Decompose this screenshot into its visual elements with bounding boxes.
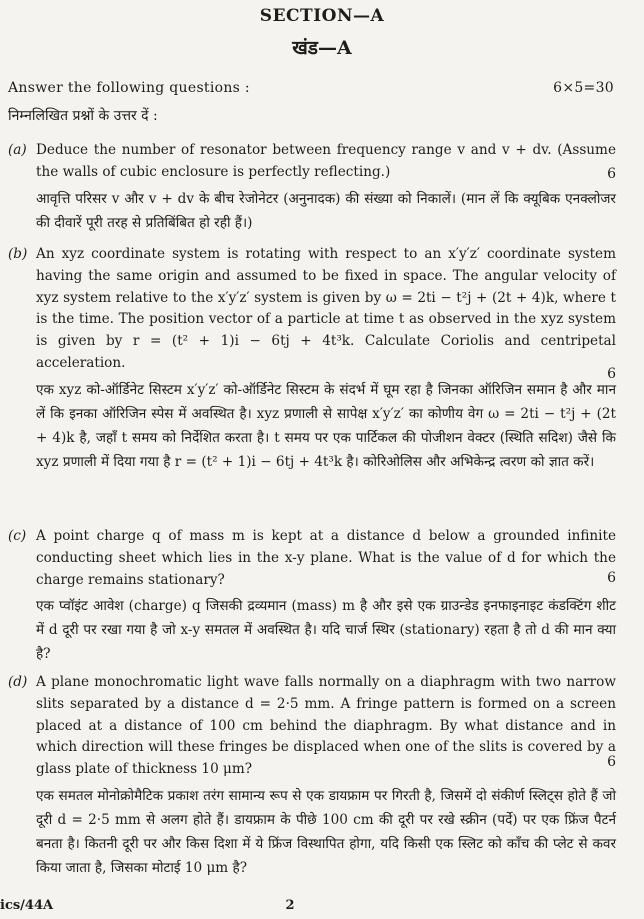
section-title-hindi: खंड—A	[292, 37, 352, 59]
question-a	[8, 140, 616, 235]
question-label: (d)	[8, 674, 28, 690]
question-text: A point charge q of mass m is kept at a distance d below a grounded infinite conducting sheet which lies in the x-y plane. What is the value of d for which the charge remains stationary?	[36, 528, 616, 588]
instructions-text: Answer the following questions :	[8, 80, 250, 96]
question-marks: 6	[607, 166, 616, 182]
question-c	[8, 526, 616, 666]
question-b	[8, 244, 616, 474]
question-marks: 6	[607, 366, 616, 382]
question-marks: 6	[607, 570, 616, 586]
instructions-row	[8, 80, 614, 96]
question-label: (c)	[8, 528, 27, 544]
question-text-hindi: एक प्वॉइंट आवेश (charge) q जिसकी द्रव्यमान (mass) m है और इसे एक ग्राउन्डेड इनफाइनाइट कंडक्टिंग शीट में d दूरी पर रखा गया है जो x-y समतल में अवस्थित है। यदि चार्ज स्थिर (stationary) रहता है तो d की मान क्या है?	[36, 598, 616, 663]
page-number: 2	[285, 898, 295, 913]
total-marks: 6×5=30	[553, 80, 614, 96]
question-label: (b)	[8, 246, 28, 262]
question-text-hindi: आवृत्ति परिसर v और v + dv के बीच रेजोनेटर (अनुनादक) की संख्या को निकालें। (मान लें कि क्यूबिक एनक्लोजर की दीवारें पूरी तरह से प्रतिबिंबित हो रही हैं।)	[36, 190, 616, 231]
question-text-hindi: एक समतल मोनोक्रोमैटिक प्रकाश तरंग सामान्य रूप से एक डायफ्राम पर गिरती है, जिसमें दो संकीर्ण स्लिट्स होते हैं जो दूरी d = 2·5 mm से अलग होते हैं। डायफ्राम के पीछे 100 cm की दूरी पर रखे स्क्रीन (पर्दे) पर एक फ्रिंज पैटर्न बनता है। कितनी दूरी पर और किस दिशा में ये फ्रिंज विस्थापित होगा, यदि किसी एक स्लिट को काँच की प्लेट से कवर किया जाता है, जिसका मोटाई 10 μm है?	[36, 787, 616, 876]
paper-code: ics/44A	[0, 898, 54, 913]
question-label: (a)	[8, 142, 27, 158]
question-text: Deduce the number of resonator between frequency range v and v + dv. (Assume the walls of cubic enclosure is perfectly reflecting.)	[36, 142, 616, 180]
question-marks: 6	[607, 754, 616, 770]
question-text-hindi: एक xyz को-ऑर्डिनेट सिस्टम x′y′z′ को-ऑर्डिनेट सिस्टम के संदर्भ में घूम रहा है जिनका ऑरिजिन समान है और मान लें कि इनका ऑरिजिन स्पेस में अवस्थित है। xyz प्रणाली से सापेक्ष x′y′z′ का कोणीय वेग ω = 2ti − t²j + (2t + 4)k है, जहाँ t समय को निर्देशित करता है। t समय पर एक पार्टिकल की पोजीशन वेक्टर (स्थिति सदिश) जैसे कि xyz प्रणाली में दिया गया है r = (t² + 1)i − 6tj + 4t³k है। कोरिओलिस और अभिकेन्द्र त्वरण को ज्ञात करें।	[36, 381, 616, 470]
section-title: SECTION—A	[259, 6, 385, 26]
question-d	[8, 672, 616, 880]
question-text: An xyz coordinate system is rotating with respect to an x′y′z′ coordinate system having the same origin and assumed to be fixed in space. The angular velocity of xyz system relative to the x′y′z′ system is given by ω = 2ti − t²j + (2t + 4)k, where t is the time. The position vector of a particle at time t as observed in the xyz system is given by r = (t² + 1)i − 6tj + 4t³k. Calculate Coriolis and centripetal acceleration.	[36, 246, 616, 371]
instructions-text-hindi: निम्नलिखित प्रश्नों के उत्तर दें :	[8, 108, 158, 124]
question-text: A plane monochromatic light wave falls normally on a diaphragm with two narrow slits separated by a distance d = 2·5 mm. A fringe pattern is formed on a screen placed at a distance of 100 cm behind the diaphragm. By what distance and in which direction will these fringes be displaced when one of the slits is covered by a glass plate of thickness 10 μm?	[36, 674, 616, 778]
